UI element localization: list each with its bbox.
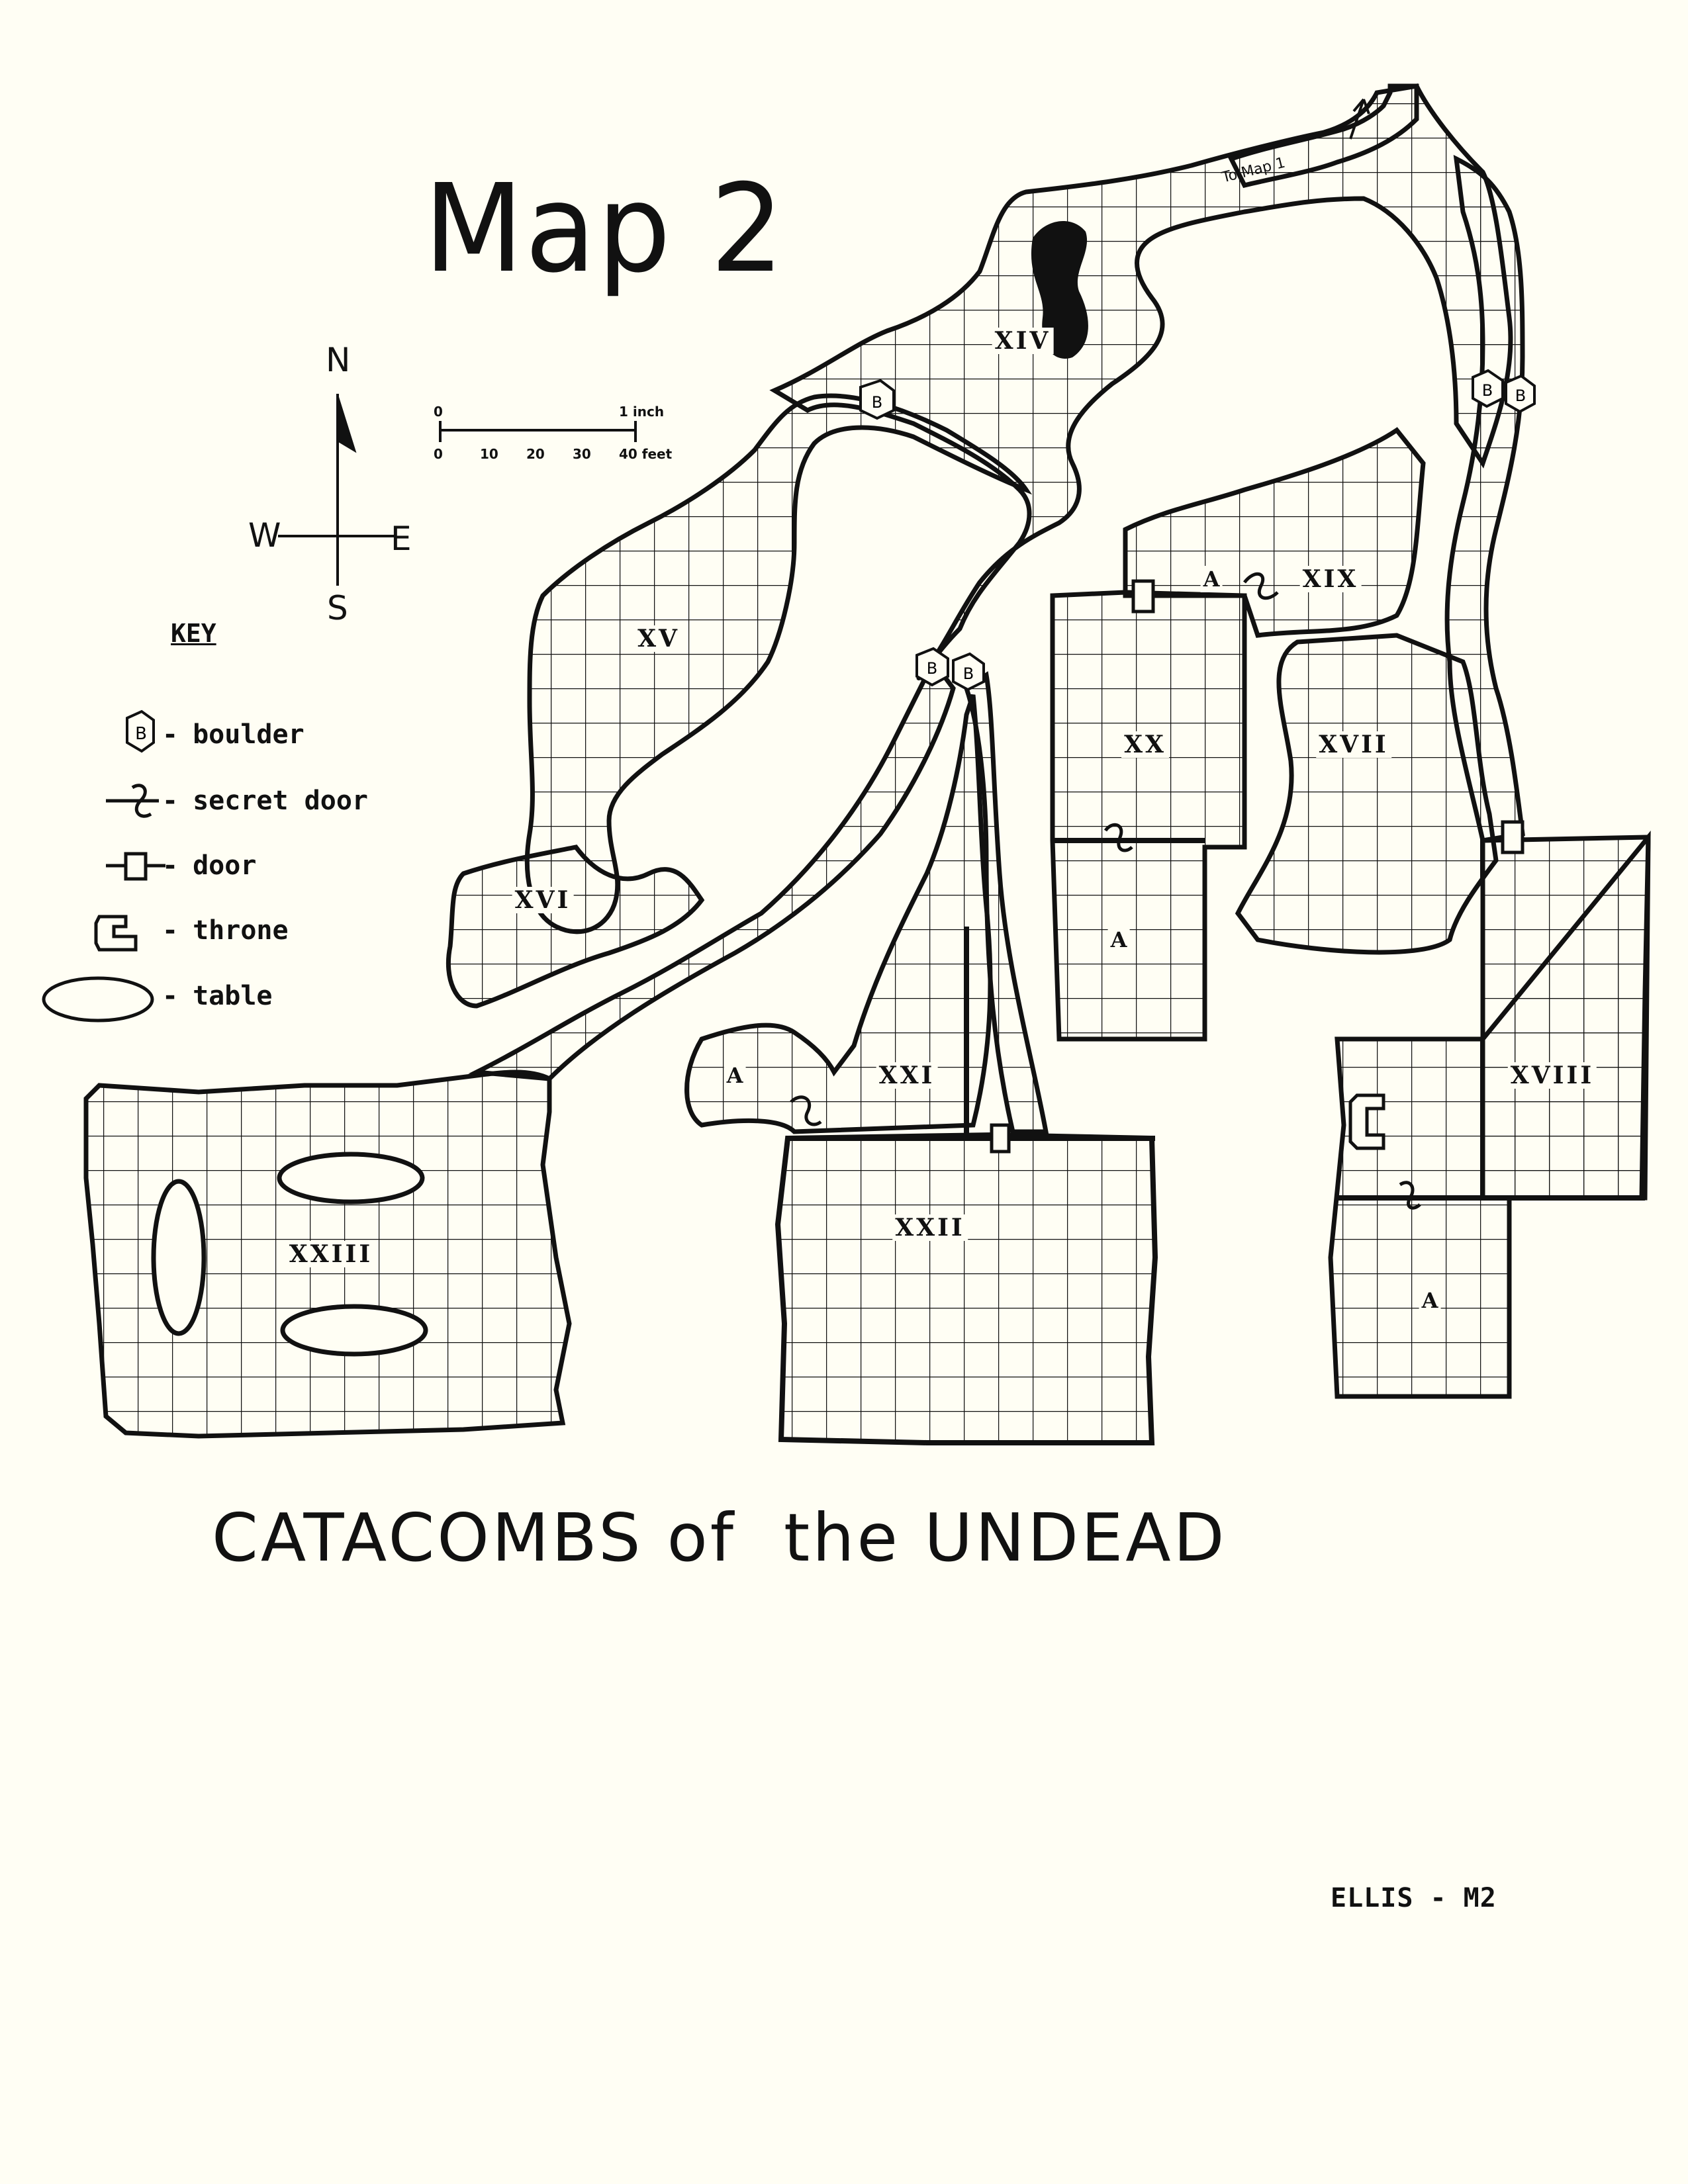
boulder-letter: B bbox=[926, 659, 938, 678]
key-row-table: - table bbox=[162, 981, 273, 1011]
key-row-secret-door: - secret door bbox=[162, 786, 368, 816]
room-label-a: A bbox=[1419, 1287, 1441, 1314]
compass-west: W bbox=[248, 516, 281, 555]
map-subtitle bbox=[0, 1499, 1688, 1576]
room-label-xix: XIX bbox=[1300, 566, 1362, 592]
room-label-a: A bbox=[1108, 927, 1130, 953]
author-credit: ELLIS - M2 bbox=[1331, 1883, 1497, 1913]
key-label: throne bbox=[193, 915, 289, 946]
room-label-xvii: XVII bbox=[1316, 731, 1391, 758]
boulder-letter: B bbox=[1481, 381, 1493, 400]
to-map1-label: To Map 1 bbox=[1220, 154, 1288, 187]
subtitle-part: the bbox=[783, 1499, 901, 1576]
key-label: table bbox=[193, 981, 273, 1011]
scale-start: 0 bbox=[434, 404, 443, 420]
door-icon bbox=[1503, 822, 1523, 852]
room-label-xxii: XXII bbox=[892, 1214, 968, 1241]
room-label-a: A bbox=[724, 1062, 746, 1089]
scale-tick: 20 bbox=[526, 446, 545, 462]
scale-tick: 30 bbox=[573, 446, 591, 462]
boulder-icon bbox=[1506, 376, 1534, 412]
subtitle-part: UNDEAD bbox=[924, 1499, 1227, 1576]
room-label-xvi: XVI bbox=[512, 887, 574, 913]
door-icon bbox=[1133, 581, 1153, 612]
boulder-letter: B bbox=[962, 664, 974, 683]
compass-east: E bbox=[391, 520, 412, 558]
key-label: door bbox=[193, 850, 257, 881]
table-icon bbox=[279, 1154, 422, 1202]
boulder-letter: B bbox=[871, 393, 883, 412]
subtitle-part: of bbox=[667, 1499, 736, 1576]
room-label-xxiii: XXIII bbox=[287, 1241, 375, 1267]
table-icon bbox=[154, 1181, 204, 1334]
compass-rose-icon bbox=[278, 394, 394, 586]
room-label-xxi: XXI bbox=[876, 1062, 938, 1089]
boulder-icon bbox=[1473, 371, 1503, 406]
table-icon bbox=[283, 1306, 426, 1354]
subtitle-part: CATACOMBS bbox=[212, 1499, 643, 1576]
key-row-boulder: - boulder bbox=[162, 719, 305, 750]
boulder-icon bbox=[953, 654, 984, 690]
room-label-xiv: XIV bbox=[992, 328, 1054, 354]
room-label-a: A bbox=[1201, 566, 1223, 592]
boulder-letter: B bbox=[1515, 387, 1526, 405]
map-floors bbox=[86, 86, 1648, 1443]
scale-tick: 10 bbox=[480, 446, 498, 462]
room-xx-floor bbox=[1053, 592, 1244, 1039]
key-label: boulder bbox=[193, 719, 305, 750]
scale-tick: 0 bbox=[434, 446, 443, 462]
key-title: KEY bbox=[171, 619, 216, 648]
scale-tick: 40 feet bbox=[619, 446, 673, 462]
room-xviii-upper bbox=[1483, 837, 1648, 1198]
key-row-door: - door bbox=[162, 850, 257, 881]
room-label-xv: XV bbox=[635, 625, 682, 652]
room-label-xviii: XVIII bbox=[1508, 1062, 1597, 1089]
compass-south: S bbox=[327, 589, 348, 627]
boulder-letter: B bbox=[135, 724, 147, 744]
key-row-throne: - throne bbox=[162, 915, 289, 946]
compass-north: N bbox=[326, 341, 351, 379]
scale-end: 1 inch bbox=[619, 404, 665, 420]
key-label: secret door bbox=[193, 786, 368, 816]
room-xxii-floor bbox=[778, 1135, 1155, 1443]
map-title: Map 2 bbox=[424, 158, 786, 300]
boulder-icon bbox=[861, 381, 894, 418]
scale-bar bbox=[440, 421, 635, 442]
room-label-xx: XX bbox=[1121, 731, 1169, 758]
boulder-icon bbox=[917, 649, 948, 685]
door-icon bbox=[992, 1125, 1009, 1152]
